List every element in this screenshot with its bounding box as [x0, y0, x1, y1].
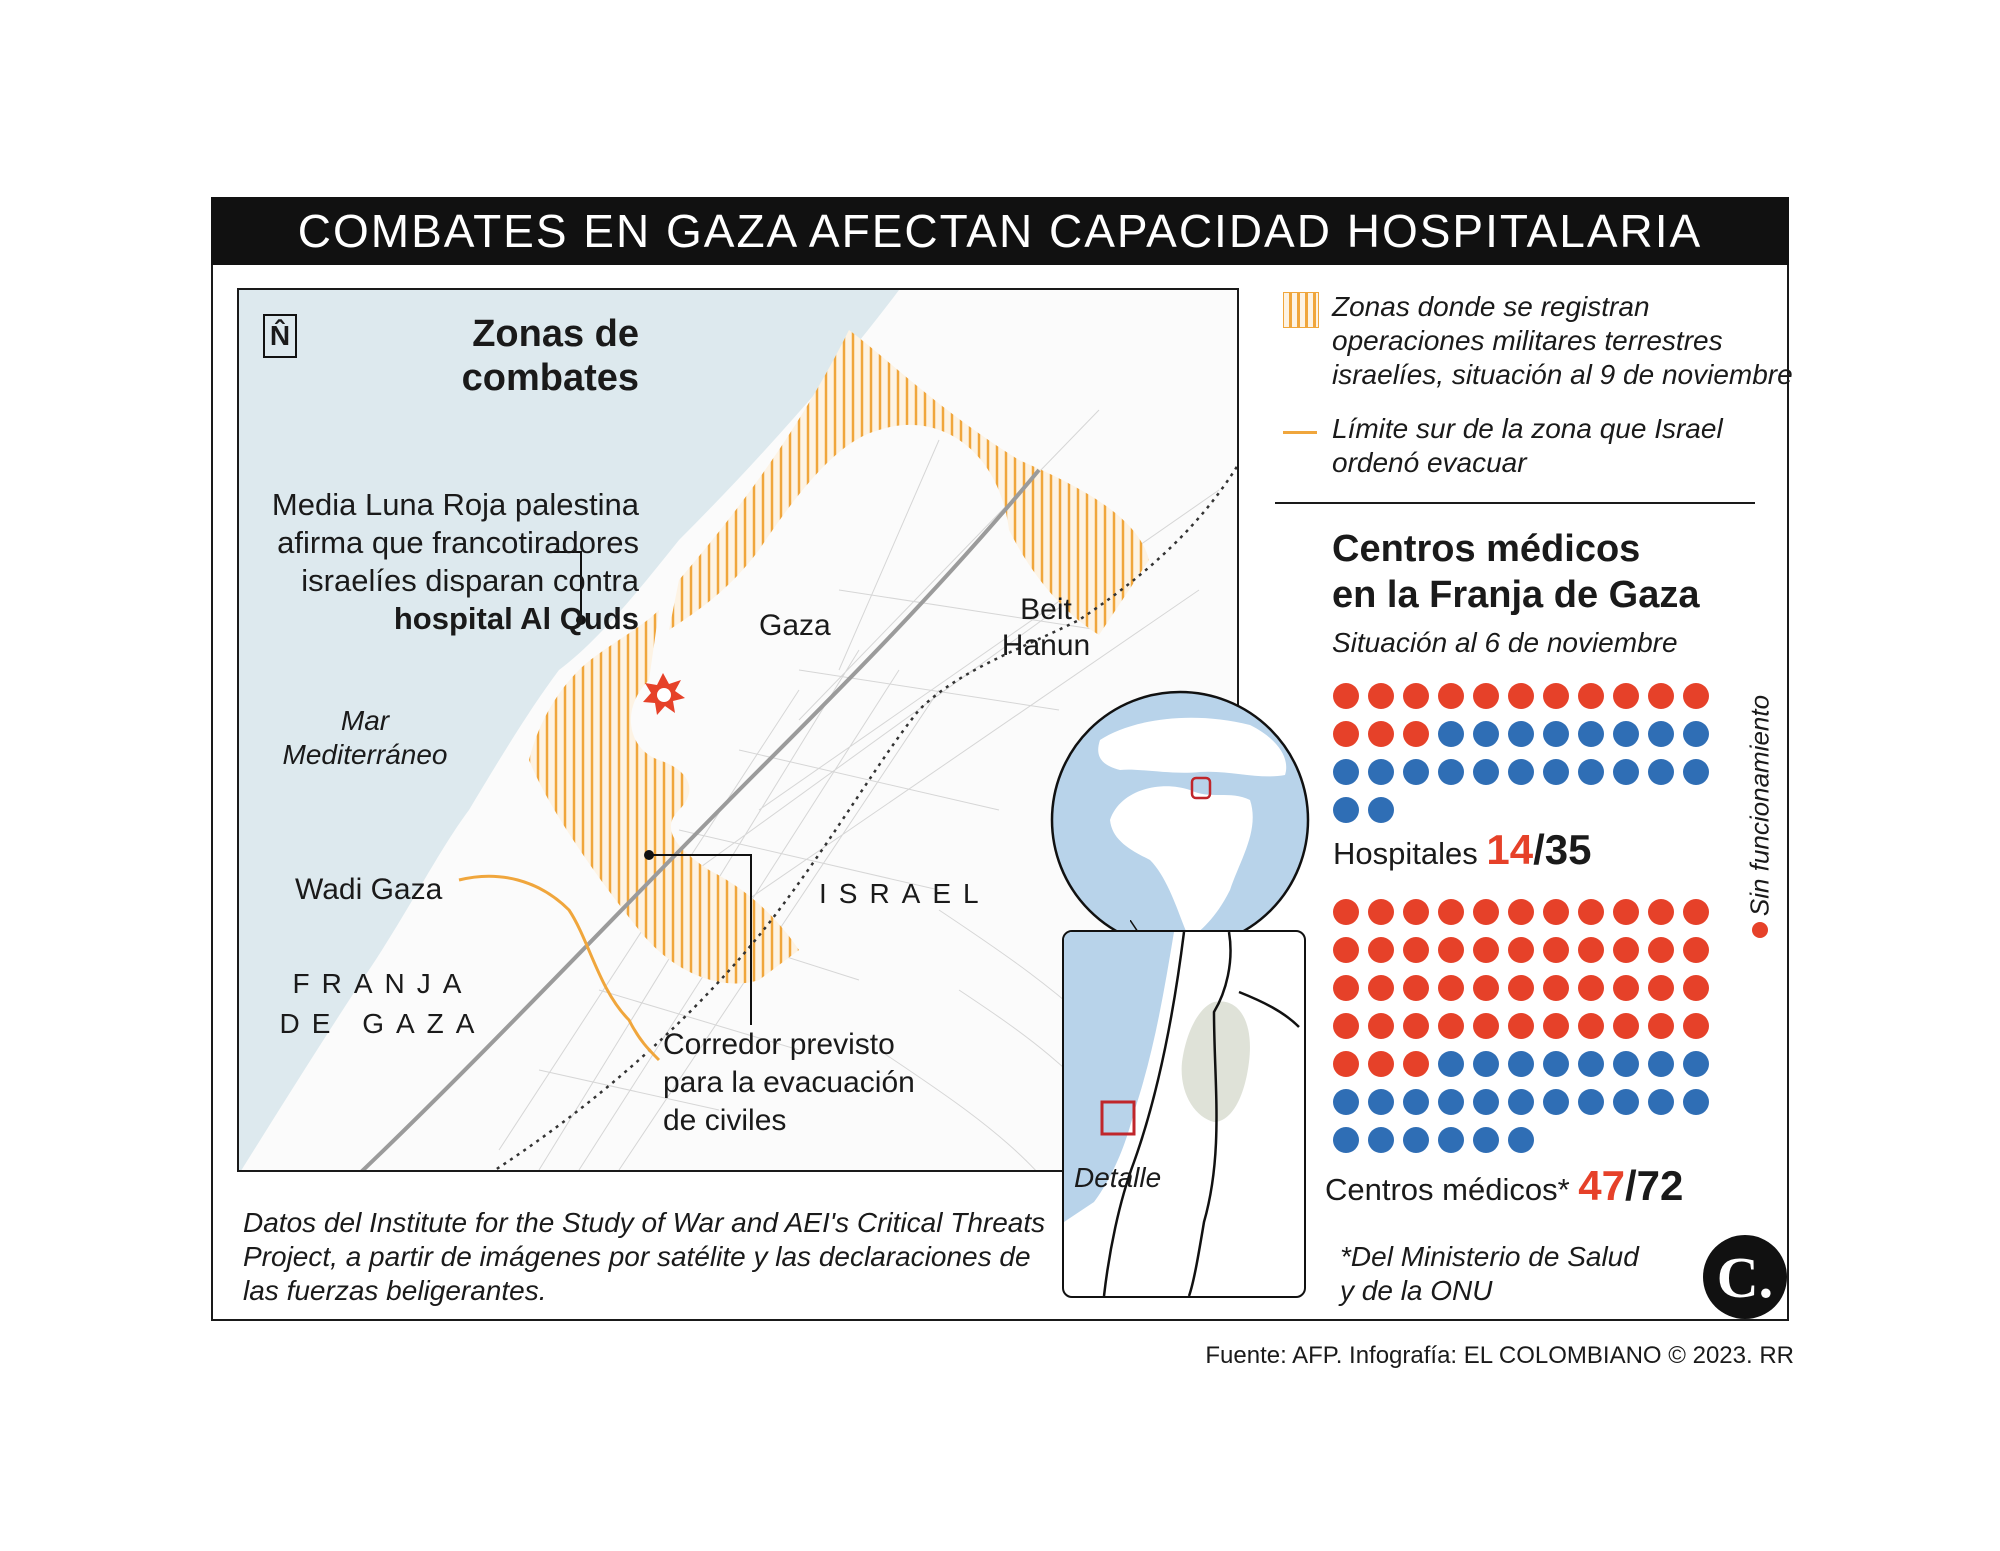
- hospitals-dot-not-working: [1578, 683, 1604, 709]
- centers-dot-working: [1578, 1089, 1604, 1115]
- medical-title-line-1: Centros médicos: [1332, 528, 1641, 570]
- centers-dot-working: [1683, 1051, 1709, 1077]
- centers-dot-working: [1368, 1089, 1394, 1115]
- al-quds-note: [249, 486, 639, 638]
- centers-dot-not-working: [1543, 937, 1569, 963]
- hospitals-label: Hospitales: [1333, 836, 1478, 871]
- sources-note-line-1: Datos del Institute for the Study of War and AEI's Critical Threats: [243, 1207, 1046, 1238]
- hospitals-dot-working: [1368, 797, 1394, 823]
- hospitals-dot-working: [1508, 759, 1534, 785]
- medical-footnote: [1340, 1240, 1639, 1308]
- centers-dot-working: [1683, 1089, 1709, 1115]
- legend-limit: [1332, 412, 1723, 480]
- wadi-gaza-label: Wadi Gaza: [295, 873, 443, 906]
- beit-hanun-line-1: Beit: [1020, 593, 1072, 626]
- sources-note-line-2: Project, a partir de imágenes por satélite y las declaraciones de: [243, 1241, 1031, 1272]
- centers-dot-not-working: [1473, 1013, 1499, 1039]
- hospitals-dot-working: [1438, 759, 1464, 785]
- hospitals-dot-not-working: [1438, 683, 1464, 709]
- beit-hanun-line-2: Hanun: [1001, 629, 1091, 662]
- hospitals-dot-not-working: [1543, 683, 1569, 709]
- centers-dot-not-working: [1473, 937, 1499, 963]
- side-legend: [1740, 690, 1780, 950]
- hospitals-dot-not-working: [1333, 683, 1359, 709]
- hospitals-dot-working: [1543, 721, 1569, 747]
- beit-hanun-label: [991, 592, 1101, 664]
- hospitals-dot-working: [1508, 721, 1534, 747]
- medical-subtitle: Situación al 6 de noviembre: [1332, 627, 1678, 658]
- centers-dot-not-working: [1543, 975, 1569, 1001]
- map-heading-line-1: Zonas de: [472, 313, 639, 355]
- al-quds-note-line-3: israelíes disparan contra: [301, 563, 639, 598]
- centers-dot-working: [1333, 1127, 1359, 1153]
- centers-dot-not-working: [1368, 975, 1394, 1001]
- centers-dot-not-working: [1508, 937, 1534, 963]
- centers-count: [1325, 1162, 1683, 1210]
- centers-dot-not-working: [1403, 899, 1429, 925]
- legend-zones-line-2: operaciones militares terrestres: [1332, 325, 1723, 356]
- hospitals-dot-working: [1578, 759, 1604, 785]
- hospitals-dot-working: [1403, 759, 1429, 785]
- hospitals-dot-working: [1648, 721, 1674, 747]
- hospitals-dot-not-working: [1508, 683, 1534, 709]
- centers-dot-not-working: [1368, 1051, 1394, 1077]
- hospitals-dot-not-working: [1403, 721, 1429, 747]
- centers-label: Centros médicos*: [1325, 1172, 1570, 1207]
- centers-dot-working: [1438, 1051, 1464, 1077]
- centers-dot-not-working: [1683, 899, 1709, 925]
- centers-dot-not-working: [1438, 1013, 1464, 1039]
- centers-not-working: 47: [1578, 1162, 1625, 1209]
- medical-footnote-line-2: y de la ONU: [1340, 1275, 1493, 1306]
- hospitals-dot-not-working: [1403, 683, 1429, 709]
- corridor-note: [663, 1026, 915, 1140]
- centers-dot-working: [1508, 1051, 1534, 1077]
- hospitals-dot-not-working: [1473, 683, 1499, 709]
- legend-zones-line-3: israelíes, situación al 9 de noviembre: [1332, 359, 1793, 390]
- detail-label: Detalle: [1074, 1162, 1162, 1193]
- hospitals-dot-working: [1333, 797, 1359, 823]
- centers-dot-not-working: [1508, 899, 1534, 925]
- sea-label-line-2: Mediterráneo: [282, 739, 448, 770]
- gaza-strip-label: [273, 964, 493, 1044]
- centers-dot-not-working: [1368, 899, 1394, 925]
- al-quds-note-line-1: Media Luna Roja palestina: [271, 487, 639, 522]
- centers-dot-not-working: [1578, 937, 1604, 963]
- centers-dot-not-working: [1648, 899, 1674, 925]
- centers-dot-not-working: [1473, 899, 1499, 925]
- sources-note-line-3: las fuerzas beligerantes.: [243, 1275, 547, 1306]
- legend-limit-swatch: [1283, 431, 1317, 434]
- centers-dot-working: [1438, 1089, 1464, 1115]
- centers-dot-working: [1543, 1051, 1569, 1077]
- detail-inset: [1062, 930, 1306, 1298]
- hospitals-dot-not-working: [1683, 683, 1709, 709]
- north-arrow-icon: N̂: [263, 314, 297, 358]
- detail-map: [1064, 932, 1304, 1296]
- centers-dot-working: [1578, 1051, 1604, 1077]
- centers-dot-not-working: [1333, 899, 1359, 925]
- centers-dot-not-working: [1403, 975, 1429, 1001]
- centers-dot-working: [1473, 1089, 1499, 1115]
- hospitals-dot-working: [1438, 721, 1464, 747]
- centers-dot-not-working: [1613, 937, 1639, 963]
- hospitals-dot-grid: [1333, 683, 1709, 823]
- hospitals-dot-working: [1368, 759, 1394, 785]
- centers-dot-not-working: [1648, 975, 1674, 1001]
- corridor-note-line-3: de civiles: [663, 1104, 787, 1137]
- centers-dot-working: [1333, 1089, 1359, 1115]
- legend-zones-line-1: Zonas donde se registran: [1332, 291, 1650, 322]
- centers-dot-not-working: [1368, 937, 1394, 963]
- hospitals-dot-working: [1683, 759, 1709, 785]
- medical-title: [1332, 526, 1699, 618]
- al-quds-note-line-2: afirma que francotiradores: [277, 525, 639, 560]
- centers-dot-not-working: [1508, 975, 1534, 1001]
- gaza-city-label: Gaza: [759, 609, 831, 642]
- centers-dot-not-working: [1333, 1013, 1359, 1039]
- centers-dot-working: [1508, 1089, 1534, 1115]
- centers-dot-not-working: [1508, 1013, 1534, 1039]
- centers-dot-not-working: [1613, 899, 1639, 925]
- hospitals-dot-working: [1613, 721, 1639, 747]
- centers-dot-working: [1403, 1089, 1429, 1115]
- centers-dot-working: [1368, 1127, 1394, 1153]
- centers-dot-not-working: [1403, 1013, 1429, 1039]
- centers-dot-not-working: [1403, 937, 1429, 963]
- centers-dot-working: [1438, 1127, 1464, 1153]
- hospitals-dot-working: [1683, 721, 1709, 747]
- centers-dot-not-working: [1543, 899, 1569, 925]
- combat-zone-center: [529, 610, 799, 983]
- locator-globe: [1040, 680, 1320, 960]
- gaza-strip-line-1: FRANJA: [292, 968, 474, 999]
- corridor-note-line-2: para la evacuación: [663, 1066, 915, 1099]
- legend-zones: [1332, 290, 1793, 392]
- sources-note: [243, 1206, 1045, 1308]
- centers-dot-not-working: [1473, 975, 1499, 1001]
- centers-separator: /: [1625, 1162, 1637, 1209]
- centers-dot-not-working: [1613, 975, 1639, 1001]
- centers-dot-not-working: [1368, 1013, 1394, 1039]
- hospitals-dot-working: [1543, 759, 1569, 785]
- centers-dot-not-working: [1438, 937, 1464, 963]
- centers-dot-not-working: [1648, 937, 1674, 963]
- centers-dot-working: [1403, 1127, 1429, 1153]
- hospitals-dot-working: [1648, 759, 1674, 785]
- centers-dot-working: [1613, 1089, 1639, 1115]
- map-heading: [349, 312, 639, 400]
- hospitals-dot-not-working: [1368, 721, 1394, 747]
- centers-dot-working: [1473, 1127, 1499, 1153]
- centers-dot-not-working: [1578, 1013, 1604, 1039]
- hospitals-dot-not-working: [1648, 683, 1674, 709]
- centers-dot-working: [1543, 1089, 1569, 1115]
- sea-label: [275, 704, 455, 772]
- legend-divider: [1275, 502, 1755, 504]
- centers-dot-not-working: [1648, 1013, 1674, 1039]
- al-quds-note-hospital: hospital Al Quds: [393, 601, 639, 636]
- centers-dot-working: [1613, 1051, 1639, 1077]
- hospitals-not-working: 14: [1486, 826, 1534, 873]
- centers-dot-not-working: [1333, 1051, 1359, 1077]
- hospitals-dot-not-working: [1368, 683, 1394, 709]
- centers-dot-not-working: [1613, 1013, 1639, 1039]
- sea-label-line-1: Mar: [340, 705, 390, 736]
- centers-dot-not-working: [1683, 937, 1709, 963]
- hospitals-dot-working: [1333, 759, 1359, 785]
- centers-dot-not-working: [1438, 975, 1464, 1001]
- hospitals-dot-not-working: [1333, 721, 1359, 747]
- legend-hatch-swatch: [1283, 292, 1319, 328]
- legend-limit-line-2: ordenó evacuar: [1332, 447, 1527, 478]
- credit-line: Fuente: AFP. Infografía: EL COLOMBIANO © 2023. RR: [1205, 1342, 1794, 1369]
- centers-dot-working: [1473, 1051, 1499, 1077]
- centers-dot-not-working: [1683, 975, 1709, 1001]
- hospitals-dot-working: [1613, 759, 1639, 785]
- centers-dot-not-working: [1333, 937, 1359, 963]
- hospitals-dot-working: [1578, 721, 1604, 747]
- centers-dot-grid: [1333, 899, 1709, 1153]
- hospitals-total: 35: [1544, 826, 1592, 873]
- centers-dot-not-working: [1438, 899, 1464, 925]
- page-title: COMBATES EN GAZA AFECTAN CAPACIDAD HOSPITALARIA: [211, 197, 1789, 265]
- side-legend-label: Sin funcionamiento: [1744, 694, 1775, 917]
- centers-dot-not-working: [1543, 1013, 1569, 1039]
- centers-dot-not-working: [1683, 1013, 1709, 1039]
- israel-label: ISRAEL: [819, 878, 991, 909]
- centers-dot-working: [1648, 1051, 1674, 1077]
- hospital-al-quds-marker: [643, 673, 685, 715]
- corridor-note-line-1: Corredor previsto: [663, 1028, 895, 1061]
- medical-title-line-2: en la Franja de Gaza: [1332, 574, 1700, 616]
- hospitals-dot-working: [1473, 759, 1499, 785]
- centers-dot-not-working: [1578, 975, 1604, 1001]
- el-colombiano-logo: C.: [1703, 1235, 1787, 1319]
- centers-dot-not-working: [1333, 975, 1359, 1001]
- medical-footnote-line-1: *Del Ministerio de Salud: [1340, 1241, 1639, 1272]
- centers-dot-working: [1508, 1127, 1534, 1153]
- hospitals-dot-working: [1473, 721, 1499, 747]
- hospitals-separator: /: [1533, 826, 1545, 873]
- centers-total: 72: [1636, 1162, 1684, 1209]
- gaza-strip-line-2: DE GAZA: [279, 1008, 487, 1039]
- centers-dot-not-working: [1403, 1051, 1429, 1077]
- hospitals-dot-not-working: [1613, 683, 1639, 709]
- map-heading-line-2: combates: [461, 357, 639, 399]
- centers-dot-not-working: [1578, 899, 1604, 925]
- centers-dot-working: [1648, 1089, 1674, 1115]
- hospitals-count: [1333, 826, 1591, 874]
- legend-limit-line-1: Límite sur de la zona que Israel: [1332, 413, 1723, 444]
